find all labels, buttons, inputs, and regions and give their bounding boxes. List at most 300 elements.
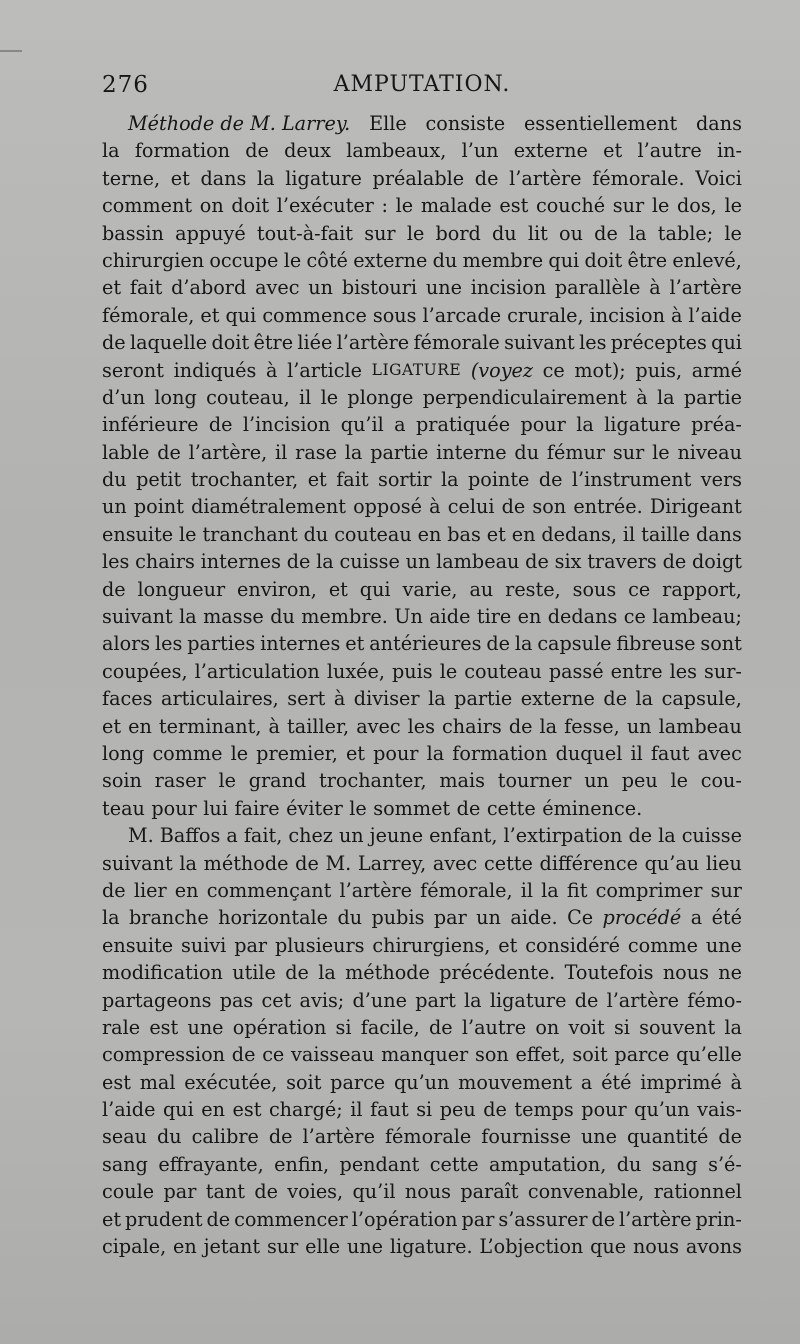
text-line <box>102 904 742 931</box>
word: l’artère <box>606 988 680 1012</box>
word: le <box>320 385 339 409</box>
word: entrée. <box>573 495 643 519</box>
word: terne, <box>102 166 161 190</box>
text-line <box>102 959 742 986</box>
word: avec <box>255 276 300 300</box>
word: puis, <box>635 358 683 382</box>
word: trochanter, <box>319 769 427 793</box>
word: luxée, <box>326 659 385 683</box>
word: il <box>520 878 533 902</box>
text-line <box>102 411 742 438</box>
word: externe <box>353 248 428 272</box>
word: en <box>174 878 199 902</box>
word: lier <box>133 878 167 902</box>
word: qu’un <box>393 1070 450 1094</box>
word: doit <box>211 331 250 355</box>
word: en <box>511 522 536 546</box>
word: avons <box>685 1235 742 1259</box>
word: ligature <box>489 988 567 1012</box>
word: peu <box>621 769 658 793</box>
word: pour <box>581 1098 627 1122</box>
word: l’artère <box>669 276 742 300</box>
word: un <box>476 906 501 930</box>
word: LIGATURE <box>371 360 462 379</box>
word: en <box>128 714 152 738</box>
word: long <box>154 385 197 409</box>
word: les <box>102 550 130 574</box>
word: externe <box>513 139 588 163</box>
word: essentiellement <box>523 112 678 135</box>
word: et <box>307 468 327 492</box>
word: du <box>514 440 540 464</box>
word: sont <box>700 632 742 656</box>
word: la <box>514 632 533 656</box>
word: fait <box>129 276 163 300</box>
word: si <box>335 1015 352 1039</box>
word: la <box>344 440 363 464</box>
word: de <box>591 1207 616 1231</box>
word: bistouri <box>341 276 418 300</box>
word: cet <box>261 988 292 1012</box>
word: et <box>200 303 220 327</box>
word: fémorale, <box>102 303 195 327</box>
word: Larrey, <box>357 851 427 875</box>
word: avec <box>356 714 401 738</box>
word: soit <box>286 1070 322 1094</box>
word: et <box>345 741 366 765</box>
word: doigt <box>692 550 742 574</box>
text-line <box>102 329 742 356</box>
word: soin <box>102 769 142 793</box>
word: à <box>730 1070 742 1094</box>
word: parallèle <box>554 276 641 300</box>
word: perpendiculairement <box>422 385 627 409</box>
text-line <box>102 137 742 164</box>
word: incision <box>470 276 547 300</box>
word: et <box>345 632 365 656</box>
word: cette <box>429 1152 479 1176</box>
word: ensuite <box>102 522 174 546</box>
word: de <box>428 1015 453 1039</box>
word: pointe <box>468 468 530 492</box>
text-line <box>102 1123 742 1150</box>
text-line <box>102 850 742 877</box>
word: avis; <box>299 988 345 1012</box>
word: pratiquée <box>416 413 511 437</box>
word: bas <box>447 522 481 546</box>
word: de <box>295 851 319 875</box>
word: de <box>483 1098 507 1122</box>
word: enfin, <box>274 1152 330 1176</box>
word: qui <box>711 331 742 355</box>
word: comprimer <box>595 878 703 902</box>
word: de <box>102 331 126 355</box>
word: avec <box>432 851 478 875</box>
text-line <box>102 247 742 274</box>
word: voit <box>568 1015 605 1039</box>
word: diamétralement <box>191 495 346 519</box>
word: suivi <box>181 933 227 957</box>
word: été <box>601 1070 632 1094</box>
word: jeune <box>369 824 424 848</box>
word: et <box>498 933 518 957</box>
word: lit <box>527 221 548 245</box>
word: aide. <box>510 906 558 930</box>
word: manquer <box>381 1043 469 1067</box>
word: plonge <box>347 385 414 409</box>
word: nous <box>632 1235 680 1259</box>
word: coule <box>102 1180 155 1204</box>
word: puis <box>392 659 433 683</box>
word: du <box>270 605 295 629</box>
word: à <box>670 303 683 327</box>
word: commence <box>262 303 367 327</box>
word: sang <box>651 1152 698 1176</box>
word: sert <box>287 687 326 711</box>
word: son <box>474 1043 509 1067</box>
word: par <box>234 933 268 957</box>
word: et <box>102 276 122 300</box>
word: sur- <box>704 659 742 683</box>
word: masse <box>203 605 264 629</box>
text-line <box>102 932 742 959</box>
word: sommet <box>373 796 451 820</box>
word: suivant <box>504 331 575 355</box>
word: sur <box>612 194 645 218</box>
word: l’opération <box>351 1207 458 1231</box>
word: fournisse <box>481 1125 571 1149</box>
word: niveau <box>677 440 742 464</box>
word: de <box>486 632 510 656</box>
word: a <box>690 906 703 930</box>
word: la <box>635 687 654 711</box>
word: fibreuse <box>616 632 696 656</box>
word: liée <box>297 331 333 355</box>
word: éminence. <box>542 796 643 820</box>
word: sur <box>266 1235 299 1259</box>
word: la <box>724 1015 742 1039</box>
word: indiqués <box>173 358 257 382</box>
word: dans <box>696 112 742 135</box>
word: un <box>308 276 334 300</box>
word: de <box>538 468 563 492</box>
word: le <box>439 659 458 683</box>
word: le <box>230 741 249 765</box>
word: chairs <box>135 550 195 574</box>
text-line <box>102 658 742 685</box>
word: le <box>395 194 414 218</box>
word: on <box>535 1015 560 1039</box>
word: faut <box>370 1098 409 1122</box>
word: Ce <box>567 906 594 930</box>
text-line <box>102 877 742 904</box>
word: qu’elle <box>676 1043 742 1067</box>
text-line <box>102 1206 742 1233</box>
word: une <box>187 1015 224 1039</box>
word: fait, <box>243 824 283 848</box>
word: couteau, <box>206 385 290 409</box>
word: l’autre <box>461 1015 527 1039</box>
word: comme <box>627 933 698 957</box>
word: L’objection <box>479 1235 584 1259</box>
text-line <box>102 493 742 520</box>
word: soit <box>572 1043 608 1067</box>
word: avec <box>697 741 742 765</box>
word: de <box>662 550 687 574</box>
word: membre. <box>301 605 388 629</box>
text-line <box>102 220 742 247</box>
word: crurale, <box>507 303 584 327</box>
word: le <box>651 194 670 218</box>
word: ce <box>623 605 646 629</box>
word: fémorale <box>384 1125 472 1149</box>
word: à <box>333 687 346 711</box>
word: quantité <box>627 1125 709 1149</box>
text-line <box>102 302 742 329</box>
word: formation <box>134 139 231 163</box>
word: le <box>349 796 367 820</box>
word: voies, <box>287 1180 344 1204</box>
word: fit <box>566 878 588 902</box>
word: précédente. <box>439 961 556 985</box>
word: du <box>616 1152 642 1176</box>
word: in- <box>716 139 742 163</box>
word: qui <box>162 1098 194 1122</box>
word: en <box>201 1098 225 1122</box>
word: les <box>155 632 183 656</box>
word: dedans, <box>541 522 618 546</box>
word: la <box>426 741 445 765</box>
word: pour <box>520 413 566 437</box>
text-line <box>102 521 742 548</box>
word: suivant <box>102 851 173 875</box>
word: chairs <box>442 714 502 738</box>
word: a <box>580 1070 593 1094</box>
word: travers <box>587 550 657 574</box>
word: a <box>394 413 406 437</box>
word: il <box>299 385 312 409</box>
word: été <box>711 906 742 930</box>
word: Dirigeant <box>649 495 742 519</box>
word: du <box>156 1125 182 1149</box>
text-line <box>102 466 742 493</box>
word: l’artère <box>509 166 582 190</box>
word: partageons <box>102 988 212 1012</box>
word: est <box>102 1070 131 1094</box>
text-line <box>102 740 742 767</box>
word: la <box>541 878 559 902</box>
word: le <box>283 248 302 272</box>
word: l’aide <box>102 1098 156 1122</box>
text-line <box>102 1178 742 1205</box>
text-line <box>102 357 742 384</box>
word: nous <box>662 961 709 985</box>
word: un <box>584 769 609 793</box>
word: ce <box>628 577 651 601</box>
word: lieu <box>705 851 742 875</box>
word: internes <box>200 550 281 574</box>
word: la <box>257 166 275 190</box>
word: premier, <box>256 741 338 765</box>
word: la <box>441 468 459 492</box>
text-line <box>102 767 742 794</box>
word: qu’il <box>340 413 384 437</box>
word: s’é- <box>708 1152 742 1176</box>
word: grand <box>248 769 307 793</box>
word: en <box>417 522 442 546</box>
word: son <box>532 495 567 519</box>
word: de <box>628 824 653 848</box>
word: fémo- <box>687 988 742 1012</box>
word: bord <box>435 221 481 245</box>
word: vers <box>700 468 742 492</box>
text-line <box>102 192 742 219</box>
word: la <box>318 961 336 985</box>
word: couché <box>535 194 606 218</box>
word: cipale, <box>102 1235 167 1259</box>
word: dos, <box>677 194 717 218</box>
word: : <box>381 194 388 218</box>
word: petit <box>136 468 182 492</box>
word: la <box>658 824 676 848</box>
word: de <box>456 796 481 820</box>
text-line <box>102 1151 742 1178</box>
word: l’artère <box>339 878 412 902</box>
word: à <box>649 276 661 300</box>
word: sous <box>572 577 617 601</box>
word: enfant, <box>429 824 498 848</box>
text-line <box>102 576 742 603</box>
word: de <box>206 1207 231 1231</box>
word: une <box>425 276 462 300</box>
text-line <box>102 1014 742 1041</box>
word: alors <box>102 632 151 656</box>
word: lable <box>102 440 150 464</box>
word: seau <box>102 1125 147 1149</box>
word: de <box>254 1180 278 1204</box>
word: tire <box>476 605 512 629</box>
word: effet, <box>515 1043 566 1067</box>
word: de <box>245 139 269 163</box>
text-line <box>102 1096 742 1123</box>
word: qu’un <box>634 1098 690 1122</box>
word: raser <box>154 769 206 793</box>
word: six <box>554 550 582 574</box>
word: mouvement <box>458 1070 573 1094</box>
word: point <box>133 495 184 519</box>
word: doit <box>584 248 623 272</box>
running-title: AMPUTATION. <box>333 72 511 97</box>
word: préa- <box>691 413 742 437</box>
word: couteau <box>464 659 542 683</box>
word: être <box>253 331 294 355</box>
word: occupe <box>209 248 279 272</box>
word: lui <box>203 796 228 820</box>
word: formation <box>452 741 548 765</box>
word: ou <box>559 221 583 245</box>
word: aide <box>429 605 471 629</box>
word: terminant, <box>158 714 262 738</box>
word: dans <box>695 522 742 546</box>
text-line <box>102 603 742 630</box>
word: à <box>429 495 441 519</box>
word: duquel <box>555 741 623 765</box>
word: la <box>629 221 647 245</box>
word: (voyez <box>470 358 533 382</box>
word: parce <box>614 1043 670 1067</box>
word: en <box>173 1235 197 1259</box>
word: entre <box>610 659 663 683</box>
word: à <box>636 385 648 409</box>
word: peu <box>439 1098 476 1122</box>
word: chirurgiens, <box>372 933 491 957</box>
word: du <box>102 468 127 492</box>
text-line <box>102 548 742 575</box>
word: de <box>594 221 618 245</box>
word: cette <box>483 851 533 875</box>
word: éviter <box>286 796 343 820</box>
word: inférieure <box>102 413 199 437</box>
word: effrayante, <box>158 1152 264 1176</box>
word: seront <box>102 358 164 382</box>
word: d’un <box>102 385 146 409</box>
word: armé <box>691 358 742 382</box>
word: ensuite <box>102 933 174 957</box>
word: lambeaux, <box>346 139 447 163</box>
word: l’autre <box>637 139 702 163</box>
word: cuisse <box>681 824 742 848</box>
word: ligature. <box>389 1235 473 1259</box>
word: longueur <box>137 577 226 601</box>
word: et <box>486 522 506 546</box>
word: faire <box>234 796 280 820</box>
word: rale <box>102 1015 141 1039</box>
word: le <box>724 194 742 218</box>
word: qu’il <box>352 1180 396 1204</box>
word: l’artère <box>619 1207 692 1231</box>
word: laquelle <box>129 331 208 355</box>
word: incision <box>589 303 665 327</box>
word: de <box>603 687 628 711</box>
word: prudent <box>125 1207 203 1231</box>
word: on <box>199 194 224 218</box>
text-line <box>102 274 742 301</box>
word: Elle <box>369 112 407 135</box>
word: lambeau <box>658 714 742 738</box>
word: table; <box>657 221 714 245</box>
word: temps <box>514 1098 574 1122</box>
page-edge-mark <box>0 50 22 52</box>
word: capsule <box>537 632 612 656</box>
word: du <box>432 248 458 272</box>
word: exécutée, <box>184 1070 278 1094</box>
word: prin- <box>695 1207 742 1231</box>
word: pas <box>219 988 254 1012</box>
word: consiste <box>425 112 506 135</box>
word: les <box>669 659 697 683</box>
word: dans <box>200 166 247 190</box>
word: la <box>656 385 675 409</box>
word: si <box>613 1015 630 1039</box>
word: par <box>461 1207 495 1231</box>
word: l’articulation <box>194 659 320 683</box>
word: cette <box>486 796 536 820</box>
word: la <box>102 906 120 930</box>
word: en <box>517 605 542 629</box>
word: l’incision <box>242 413 331 437</box>
word: le <box>724 221 742 245</box>
body-text <box>102 110 742 1260</box>
